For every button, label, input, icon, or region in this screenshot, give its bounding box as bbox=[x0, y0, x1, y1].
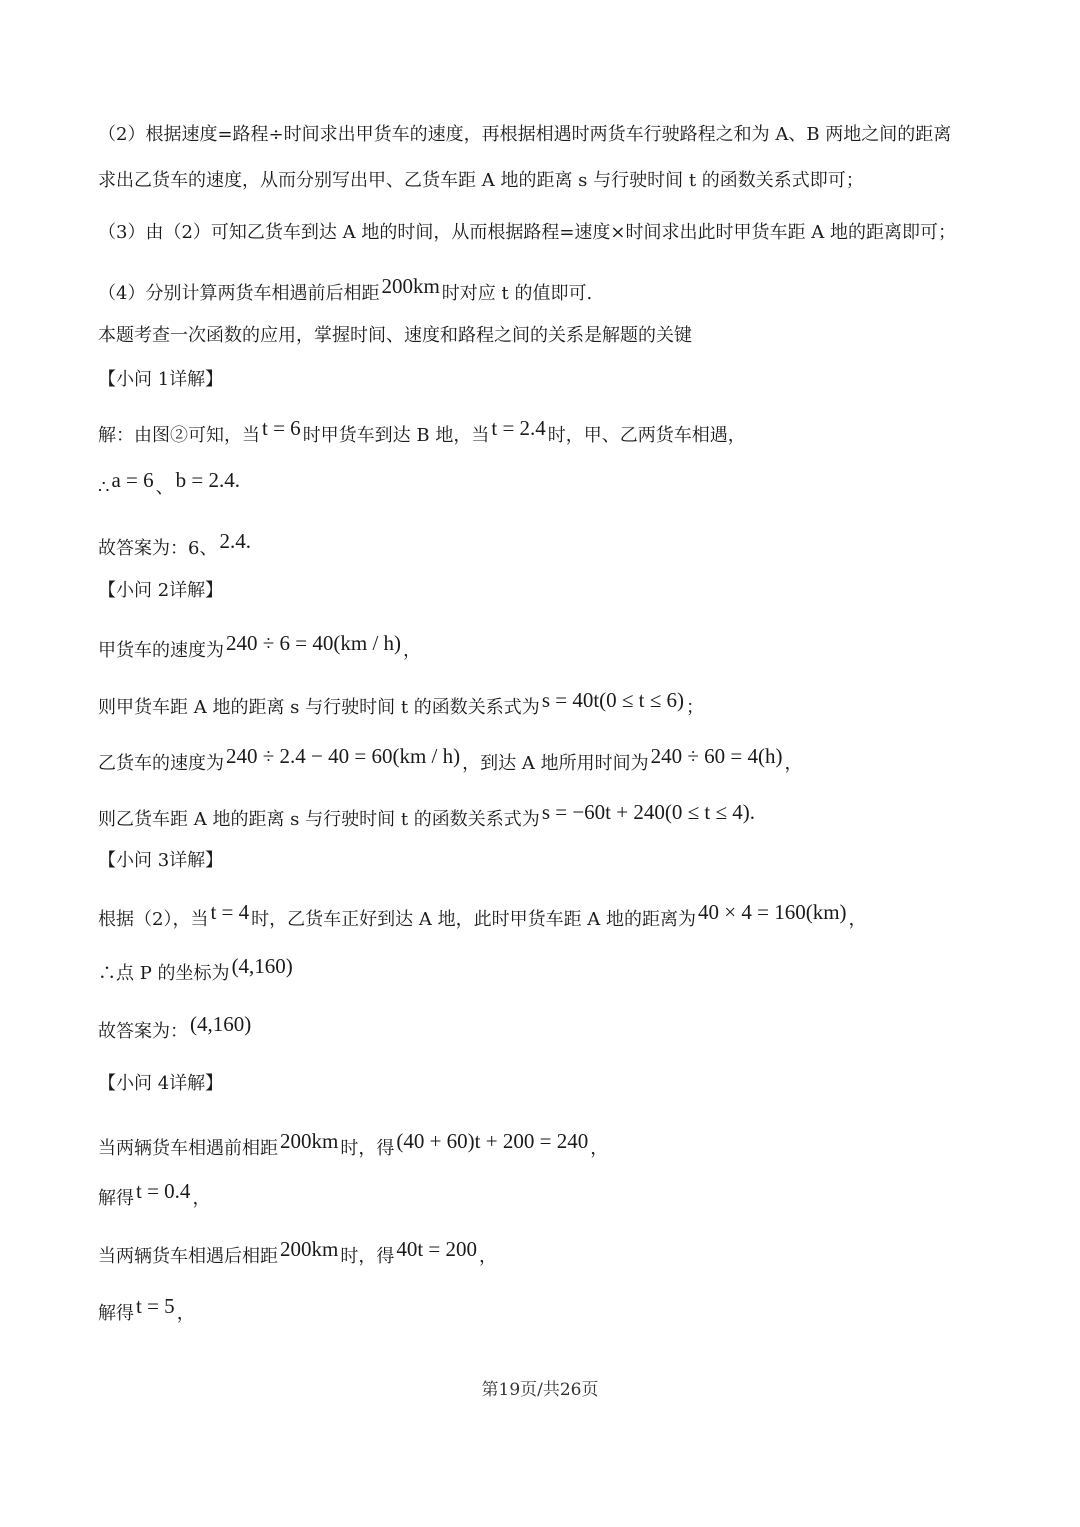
text-line: ∴点 P 的坐标为(4,160) bbox=[98, 954, 293, 984]
page-number: 第19页/共26页 bbox=[481, 1380, 599, 1400]
text-line: 则乙货车距 A 地的距离 s 与行驶时间 t 的函数关系式为s = −60t + 240(0 ≤ t ≤ 4). bbox=[98, 800, 755, 830]
text-line: 则甲货车距 A 地的距离 s 与行驶时间 t 的函数关系式为s = 40t(0 ≤ t ≤ 6) ； bbox=[98, 688, 705, 718]
text-line: （2）根据速度=路程÷时间求出甲货车的速度，再根据相遇时两货车行驶路程之和为 A、B 两地之间的距离 bbox=[98, 124, 952, 145]
section-heading: 【小问 3详解】 bbox=[98, 850, 224, 871]
section-heading: 【小问 2详解】 bbox=[98, 580, 224, 601]
text-line: ∴a = 6 、b = 2.4. bbox=[98, 468, 240, 498]
text-line: 甲货车的速度为240 ÷ 6 = 40(km / h) ， bbox=[98, 631, 422, 661]
text-line: 乙货车的速度为240 ÷ 2.4 − 40 = 60(km / h) ，到达 A 地所用时间为240 ÷ 60 = 4(h) ， bbox=[98, 744, 803, 774]
text-line: 故答案为：6、2.4. bbox=[98, 529, 251, 559]
text-line: 根据（2），当t = 4 时，乙货车正好到达 A 地，此时甲货车距 A 地的距离为40 × 4 = 160(km) ， bbox=[98, 900, 867, 930]
text-line: 解得t = 0.4 ， bbox=[98, 1179, 211, 1209]
text-line: 当两辆货车相遇前相距200km 时，得(40 + 60)t + 200 = 240 ， bbox=[98, 1129, 609, 1159]
text-line: 故答案为：(4,160) bbox=[98, 1012, 252, 1042]
text-line: （4）分别计算两货车相遇前后相距200km 时对应 t 的值即可. bbox=[98, 274, 593, 304]
text-line: （3）由（2）可知乙货车到达 A 地的时间，从而根据路程=速度×时间求出此时甲货车距 A 地的距离即可； bbox=[98, 222, 956, 243]
section-heading: 【小问 4详解】 bbox=[98, 1073, 224, 1094]
text-line: 解：由图②可知，当t = 6 时甲货车到达 B 地，当t = 2.4 时，甲、乙两货车相遇， bbox=[98, 416, 746, 446]
section-heading: 【小问 1详解】 bbox=[98, 369, 224, 390]
text-line: 求出乙货车的速度，从而分别写出甲、乙货车距 A 地的距离 s 与行驶时间 t 的函数关系式即可； bbox=[98, 170, 864, 191]
text-line: 当两辆货车相遇后相距200km 时，得40t = 200 ， bbox=[98, 1237, 498, 1267]
text-line: 本题考查一次函数的应用，掌握时间、速度和路程之间的关系是解题的关键 bbox=[98, 325, 692, 346]
text-line: 解得t = 5 ， bbox=[98, 1294, 195, 1324]
